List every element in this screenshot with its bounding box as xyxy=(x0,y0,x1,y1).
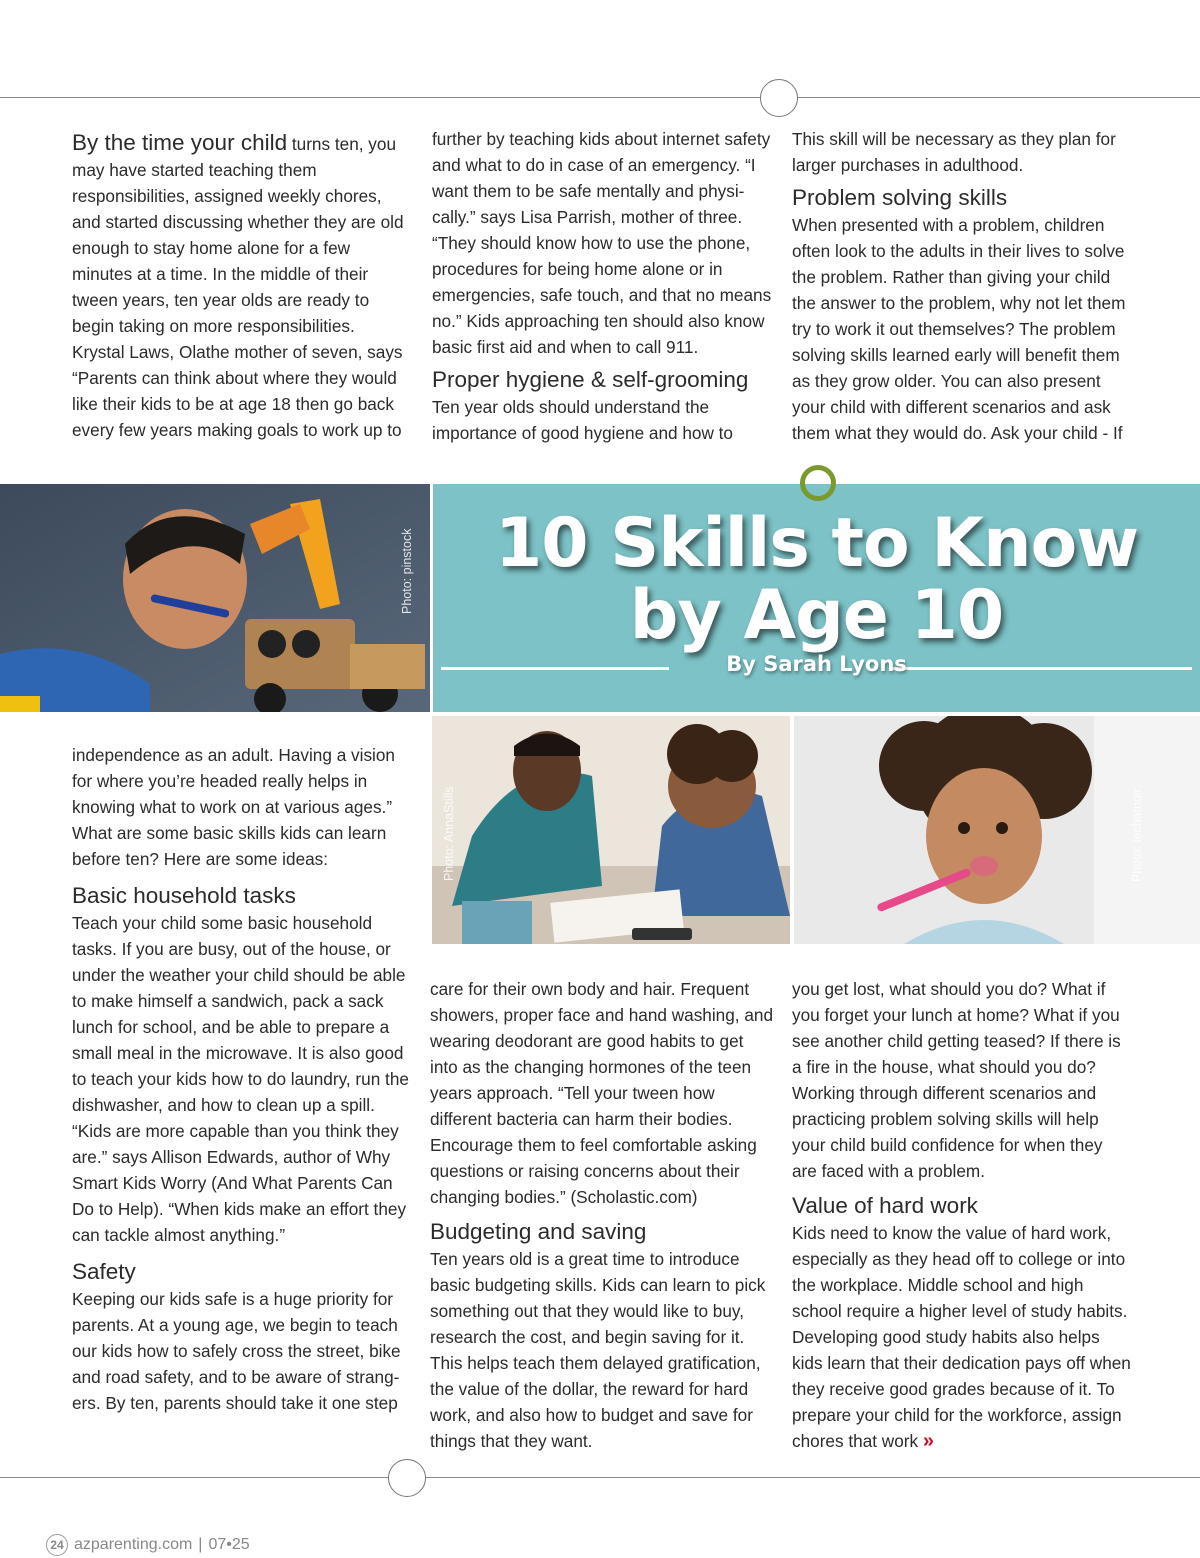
vision-paragraph: independence as an adult. Having a vision for where you’re headed really helps in knowing what to work on at various ages.” What are some basic skills kids can learn before ten? Here are some ideas: xyxy=(72,745,395,869)
footer-site: azparenting.com xyxy=(74,1536,193,1553)
title-line-2: by Age 10 xyxy=(629,576,1004,655)
problem-solving-paragraph-continued: you get lost, what should you do? What if you forget your lunch at home? What if you see another child getting teased? If there is a fire in the house, what should you do? Working through different scenarios and practicing problem solving skills will help your child build confidence for when they are faced with a problem. xyxy=(792,979,1121,1181)
byline: By Sarah Lyons xyxy=(726,652,907,676)
budgeting-paragraph: Ten years old is a great time to introduce basic budgeting skills. Kids can learn to pick something out that they would like to buy, research the cost, and begin saving for it. This helps teach them delayed gratification, the value of the dollar, the reward for hard work, and also how to budget and save for things that they want. xyxy=(430,1249,766,1451)
hard-work-paragraph xyxy=(792,1220,1132,1454)
heading-hard-work: Value of hard work xyxy=(792,1193,978,1218)
footer xyxy=(46,1534,250,1556)
column-1-bottom xyxy=(72,742,412,1416)
hard-work-text: Kids need to know the value of hard work, especially as they head off to college or into the workplace. Middle school and high school require a higher level of study habits. Developing good study habits also helps kids learn that their dedication pays off when they receive good grades because of it. To prepare your child for the workforce, assign chores that work xyxy=(792,1223,1131,1451)
heading-hygiene: Proper hygiene & self-grooming xyxy=(432,367,749,392)
budget-continued-paragraph: This skill will be necessary as they plan for larger purchases in adulthood. xyxy=(792,129,1116,175)
heading-problem-solving: Problem solving skills xyxy=(792,185,1008,210)
footer-separator: | xyxy=(198,1536,203,1553)
safety-continued-paragraph: further by teaching kids about internet safety and what to do in case of an emergency. “I want them to be safe mentally and physi-cally.” says Lisa Parrish, mother of three. “They should know how to use the phone, procedures for being home alone or in emergencies, safe touch, and that no means no.” Kids approaching ten should also know basic first aid and when to call 911. xyxy=(432,129,772,357)
top-rule xyxy=(0,97,1200,98)
intro-paragraph xyxy=(72,130,412,443)
title-panel xyxy=(433,484,1200,712)
column-3-top xyxy=(792,126,1132,446)
bottom-rule-circle xyxy=(388,1459,426,1497)
footer-issue: 07•25 xyxy=(208,1536,250,1553)
heading-household: Basic household tasks xyxy=(72,883,296,908)
byline-row xyxy=(433,652,1200,682)
bottom-rule xyxy=(0,1477,1200,1478)
photo-credit-2: Photo: AnnaStills xyxy=(442,786,456,881)
safety-paragraph: Keeping our kids safe is a huge priority for parents. At a young age, we begin to teach our kids how to safely cross the street, bike and road safety, and to be aware of strang-ers. By ten, parents should take it one step xyxy=(72,1289,401,1413)
photo-father-son-illustration xyxy=(432,716,790,944)
problem-solving-paragraph: When presented with a problem, children often look to the adults in their lives to solve the problem. Rather than giving your child the answer to the problem, why not let them try to work it out themselves? The problem solving skills learned early will benefit them as they grow older. You can also present your child with different scenarios and ask them what they would do. Ask your child - If xyxy=(792,215,1126,443)
photo-boy-robot xyxy=(0,484,430,712)
household-paragraph: Teach your child some basic household tasks. If you are busy, out of the house, or under the weather your child should be able to make himself a sandwich, pack a sack lunch for school, and be able to prepare a small meal in the microwave. It is also good to teach your kids how to do laundry, run the dishwasher, and how to clean up a spill. “Kids are more capable than you think they are.” says Allison Edwards, author of Why Smart Kids Worry (And What Parents Can Do to Help). “When kids make an effort they can tackle almost anything.” xyxy=(72,913,409,1245)
column-2-top xyxy=(432,126,772,446)
heading-budgeting: Budgeting and saving xyxy=(430,1219,647,1244)
title-line-1: 10 Skills to Know xyxy=(494,504,1139,583)
hygiene-paragraph-continued: care for their own body and hair. Frequent showers, proper face and hand washing, and wearing deodorant are good habits to get into as the changing hormones of the teen years approach. “Tell your tween how different bacteria can harm their bodies. Encourage them to feel comfortable asking questions or raising concerns about their changing bodies.” (Scholastic.com) xyxy=(430,979,774,1207)
top-rule-circle xyxy=(760,79,798,117)
column-2-bottom xyxy=(430,976,775,1454)
photo-child-brushing xyxy=(794,716,1200,944)
photo-credit-1: Photo: pinstock xyxy=(400,528,414,614)
heading-safety: Safety xyxy=(72,1259,136,1284)
photo-boy-robot-illustration xyxy=(0,484,430,712)
hygiene-paragraph-start: Ten year olds should understand the importance of good hygiene and how to xyxy=(432,397,733,443)
column-1-top xyxy=(72,130,412,443)
photo-credit-3: Photo: lechatnoir. xyxy=(1130,785,1144,882)
page-number: 24 xyxy=(46,1534,68,1556)
continued-arrow-icon: » xyxy=(922,1430,935,1452)
decorative-ring xyxy=(800,465,836,501)
intro-text: turns ten, you may have started teaching them responsibilities, assigned weekly chores, and started discussing whether they are old enough to stay home alone for a few minutes at a time. In the middle of their tween years, ten year olds are ready to begin taking on more responsibilities. Krystal Laws, Olathe mother of seven, says “Parents can think about where they would like their kids to be at age 18 then go back every few years making goals to work up to xyxy=(72,134,404,440)
lead-in: By the time your child xyxy=(72,130,288,155)
column-3-bottom xyxy=(792,976,1132,1454)
photo-father-son xyxy=(432,716,790,944)
